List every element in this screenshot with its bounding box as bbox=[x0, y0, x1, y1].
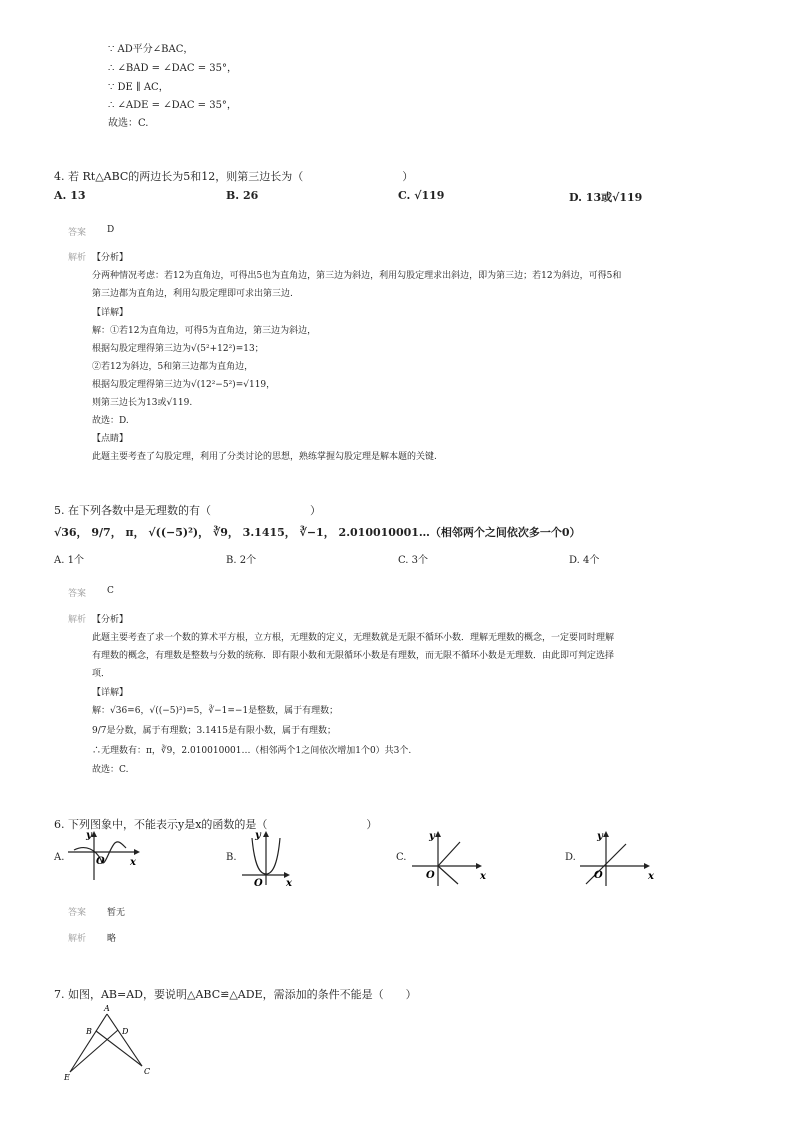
axis-label-x: x bbox=[648, 871, 654, 882]
analysis-line: 解：①若12为直角边，可得5为直角边，第三边为斜边， bbox=[92, 326, 317, 336]
q4-option-b[interactable]: B. 26 bbox=[226, 189, 259, 202]
analysis-line: 【详解】 bbox=[92, 688, 129, 698]
question-4-stem: 4. 若 Rt△ABC的两边长为5和12，则第三边长为（ ） bbox=[54, 170, 414, 183]
analysis-line: 分两种情况考虑：若12为直角边，可得出5也为直角边，第三边为斜边，利用勾股定理求出斜边，即为第三边；若12为斜边，可得5和 bbox=[92, 271, 622, 281]
analysis-line: 第三边都为直角边，利用勾股定理即可求出第三边. bbox=[92, 289, 293, 299]
analysis-label: 解析 bbox=[68, 615, 87, 625]
axis-label-y: y bbox=[255, 830, 261, 841]
analysis-line: 故选：C. bbox=[92, 765, 129, 775]
analysis-line: ∴无理数有：π，∛9，2.010010001…（相邻两个1之间依次增加1个0）共3个. bbox=[92, 746, 412, 756]
answer-value: 暂无 bbox=[107, 908, 126, 918]
q5-option-a[interactable]: A. 1个 bbox=[54, 555, 84, 566]
vertex-label-e: E bbox=[64, 1073, 70, 1082]
q4-option-d[interactable]: D. 13或√119 bbox=[569, 191, 643, 204]
analysis-line: 根据勾股定理得第三边为√(5²+12²)=13； bbox=[92, 344, 264, 354]
analysis-value: 略 bbox=[107, 934, 117, 944]
solution-line: 故选：C. bbox=[108, 118, 149, 129]
graph-d bbox=[578, 830, 658, 888]
axis-label-x: x bbox=[480, 871, 486, 882]
analysis-line: 【详解】 bbox=[92, 308, 129, 318]
answer-value: D bbox=[107, 225, 115, 235]
q5-option-c[interactable]: C. 3个 bbox=[398, 555, 429, 566]
analysis-label: 解析 bbox=[68, 253, 87, 263]
q6-option-b[interactable]: B. bbox=[226, 852, 237, 863]
origin-label: O bbox=[254, 878, 263, 889]
analysis-line: 项． bbox=[92, 669, 111, 679]
q4-option-a[interactable]: A. 13 bbox=[54, 189, 86, 202]
axis-label-x: x bbox=[286, 878, 292, 889]
analysis-line: 则第三边长为13或√119. bbox=[92, 398, 193, 408]
analysis-line: 解：√36=6，√((−5)²)=5，∛−1=−1是整数，属于有理数； bbox=[92, 706, 339, 716]
axis-label-y: y bbox=[429, 831, 435, 842]
analysis-label: 解析 bbox=[68, 934, 87, 944]
answer-label: 答案 bbox=[68, 908, 87, 918]
q4-option-c[interactable]: C. √119 bbox=[398, 189, 445, 202]
analysis-line: 故选：D. bbox=[92, 416, 129, 426]
graph-a bbox=[66, 830, 146, 885]
q6-option-c[interactable]: C. bbox=[396, 852, 407, 863]
q5-number-list: √36， 9/7， π， √((−5)²)， ∛9， 3.1415， ∛−1， 2.010010001…（相邻两个之间依次多一个0） bbox=[54, 526, 581, 539]
origin-label: O bbox=[96, 856, 105, 867]
solution-line: ∴ ∠ADE = ∠DAC = 35°， bbox=[108, 100, 237, 111]
answer-label: 答案 bbox=[68, 228, 87, 238]
origin-label: O bbox=[426, 870, 435, 881]
question-5-stem: 5. 在下列各数中是无理数的有（ ） bbox=[54, 504, 321, 517]
graph-b bbox=[240, 830, 310, 888]
origin-label: O bbox=[594, 870, 603, 881]
q6-option-d[interactable]: D. bbox=[565, 852, 576, 863]
analysis-line: 【分析】 bbox=[92, 615, 129, 625]
vertex-label-b: B bbox=[86, 1027, 92, 1036]
vertex-label-d: D bbox=[122, 1027, 129, 1036]
triangle-figure bbox=[60, 1002, 160, 1082]
solution-line: ∵ AD平分∠BAC， bbox=[108, 44, 194, 55]
solution-line: ∵ DE ∥ AC， bbox=[108, 82, 169, 93]
axis-label-y: y bbox=[597, 831, 603, 842]
analysis-line: 【点睛】 bbox=[92, 434, 129, 444]
question-7-stem: 7. 如图，AB=AD，要说明△ABC≌△ADE，需添加的条件不能是（ ） bbox=[54, 988, 417, 1001]
q5-option-d[interactable]: D. 4个 bbox=[569, 555, 600, 566]
analysis-line: 此题主要考查了求一个数的算术平方根，立方根，无理数的定义，无理数就是无限不循环小数．理解无理数的概念，一定要同时理解 bbox=[92, 633, 615, 643]
analysis-line: 此题主要考查了勾股定理，利用了分类讨论的思想，熟练掌握勾股定理是解本题的关键. bbox=[92, 452, 437, 462]
analysis-line: 有理数的概念，有理数是整数与分数的统称．即有限小数和无限循环小数是有理数，而无限不循环小数是无理数．由此即可判定选择 bbox=[92, 651, 615, 661]
answer-label: 答案 bbox=[68, 589, 87, 599]
answer-value: C bbox=[107, 586, 114, 596]
graph-c bbox=[410, 830, 490, 888]
analysis-line: ②若12为斜边，5和第三边都为直角边， bbox=[92, 362, 254, 372]
vertex-label-a: A bbox=[104, 1004, 110, 1013]
analysis-line: 根据勾股定理得第三边为√(12²−5²)=√119， bbox=[92, 380, 276, 390]
analysis-line: 9/7是分数，属于有理数；3.1415是有限小数，属于有理数； bbox=[92, 726, 336, 736]
axis-label-y: y bbox=[86, 830, 92, 841]
q6-option-a[interactable]: A. bbox=[54, 852, 65, 863]
solution-line: ∴ ∠BAD = ∠DAC = 35°， bbox=[108, 63, 237, 74]
vertex-label-c: C bbox=[144, 1067, 151, 1076]
axis-label-x: x bbox=[130, 857, 136, 868]
analysis-line: 【分析】 bbox=[92, 253, 129, 263]
q5-option-b[interactable]: B. 2个 bbox=[226, 555, 257, 566]
question-6-stem: 6. 下列图象中，不能表示y是x的函数的是（ ） bbox=[54, 818, 378, 831]
